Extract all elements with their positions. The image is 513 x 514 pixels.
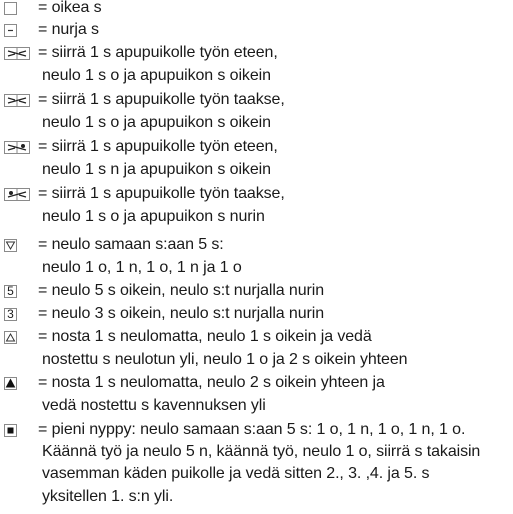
filled-square-icon xyxy=(4,424,17,437)
cable-back-purl-icon xyxy=(4,188,30,201)
legend-text: = siirrä 1 s apupuikolle työn taakse, xyxy=(38,91,285,108)
legend-text: vasemman käden puikolle ja vedä sitten 2., 3. ,4. ja 5. s xyxy=(42,465,430,482)
legend-text: = oikea s xyxy=(38,0,102,16)
cable-front-knit-icon xyxy=(4,47,30,60)
legend-text: yksitellen 1. s:n yli. xyxy=(42,488,174,505)
legend-text: = neulo 3 s oikein, neulo s:t nurjalla nurin xyxy=(38,305,325,322)
legend-text: neulo 1 s o ja apupuikon s oikein xyxy=(42,114,271,131)
symbol-number: 3 xyxy=(7,307,14,321)
legend-text: = siirrä 1 s apupuikolle työn eteen, xyxy=(38,44,278,61)
symbol-number: 5 xyxy=(7,284,14,298)
legend-text: neulo 1 s o ja apupuikon s oikein xyxy=(42,67,271,84)
legend-text: = siirrä 1 s apupuikolle työn eteen, xyxy=(38,138,278,155)
purl-stitch-icon xyxy=(4,24,17,37)
legend-text: vedä nostettu s kavennuksen yli xyxy=(42,397,266,414)
up-triangle-outline-icon xyxy=(4,331,17,344)
number-five-icon xyxy=(4,285,17,298)
legend-text: nostettu s neulotun yli, neulo 1 o ja 2 s oikein yhteen xyxy=(42,351,408,368)
legend-text: Käännä työ ja neulo 5 n, käännä työ, neulo 1 o, siirrä s takaisin xyxy=(42,443,481,460)
down-triangle-icon xyxy=(4,239,17,252)
legend-text: = nosta 1 s neulomatta, neulo 1 s oikein ja vedä xyxy=(38,328,372,345)
up-triangle-filled-icon xyxy=(4,377,17,390)
legend-text: = nurja s xyxy=(38,21,99,38)
legend-text: neulo 1 s o ja apupuikon s nurin xyxy=(42,208,265,225)
legend-text: = neulo samaan s:aan 5 s: xyxy=(38,236,224,253)
legend-text: neulo 1 o, 1 n, 1 o, 1 n ja 1 o xyxy=(42,259,242,276)
legend-text: = pieni nyppy: neulo samaan s:aan 5 s: 1 o, 1 n, 1 o, 1 n, 1 o. xyxy=(38,421,466,438)
number-three-icon xyxy=(4,308,17,321)
legend-text: = neulo 5 s oikein, neulo s:t nurjalla nurin xyxy=(38,282,325,299)
knit-stitch-icon xyxy=(4,2,17,15)
cable-back-knit-icon xyxy=(4,94,30,107)
legend-text: neulo 1 s n ja apupuikon s oikein xyxy=(42,161,271,178)
cable-front-purl-icon xyxy=(4,141,30,154)
legend-text: = nosta 1 s neulomatta, neulo 2 s oikein yhteen ja xyxy=(38,374,385,391)
legend-text: = siirrä 1 s apupuikolle työn taakse, xyxy=(38,185,285,202)
